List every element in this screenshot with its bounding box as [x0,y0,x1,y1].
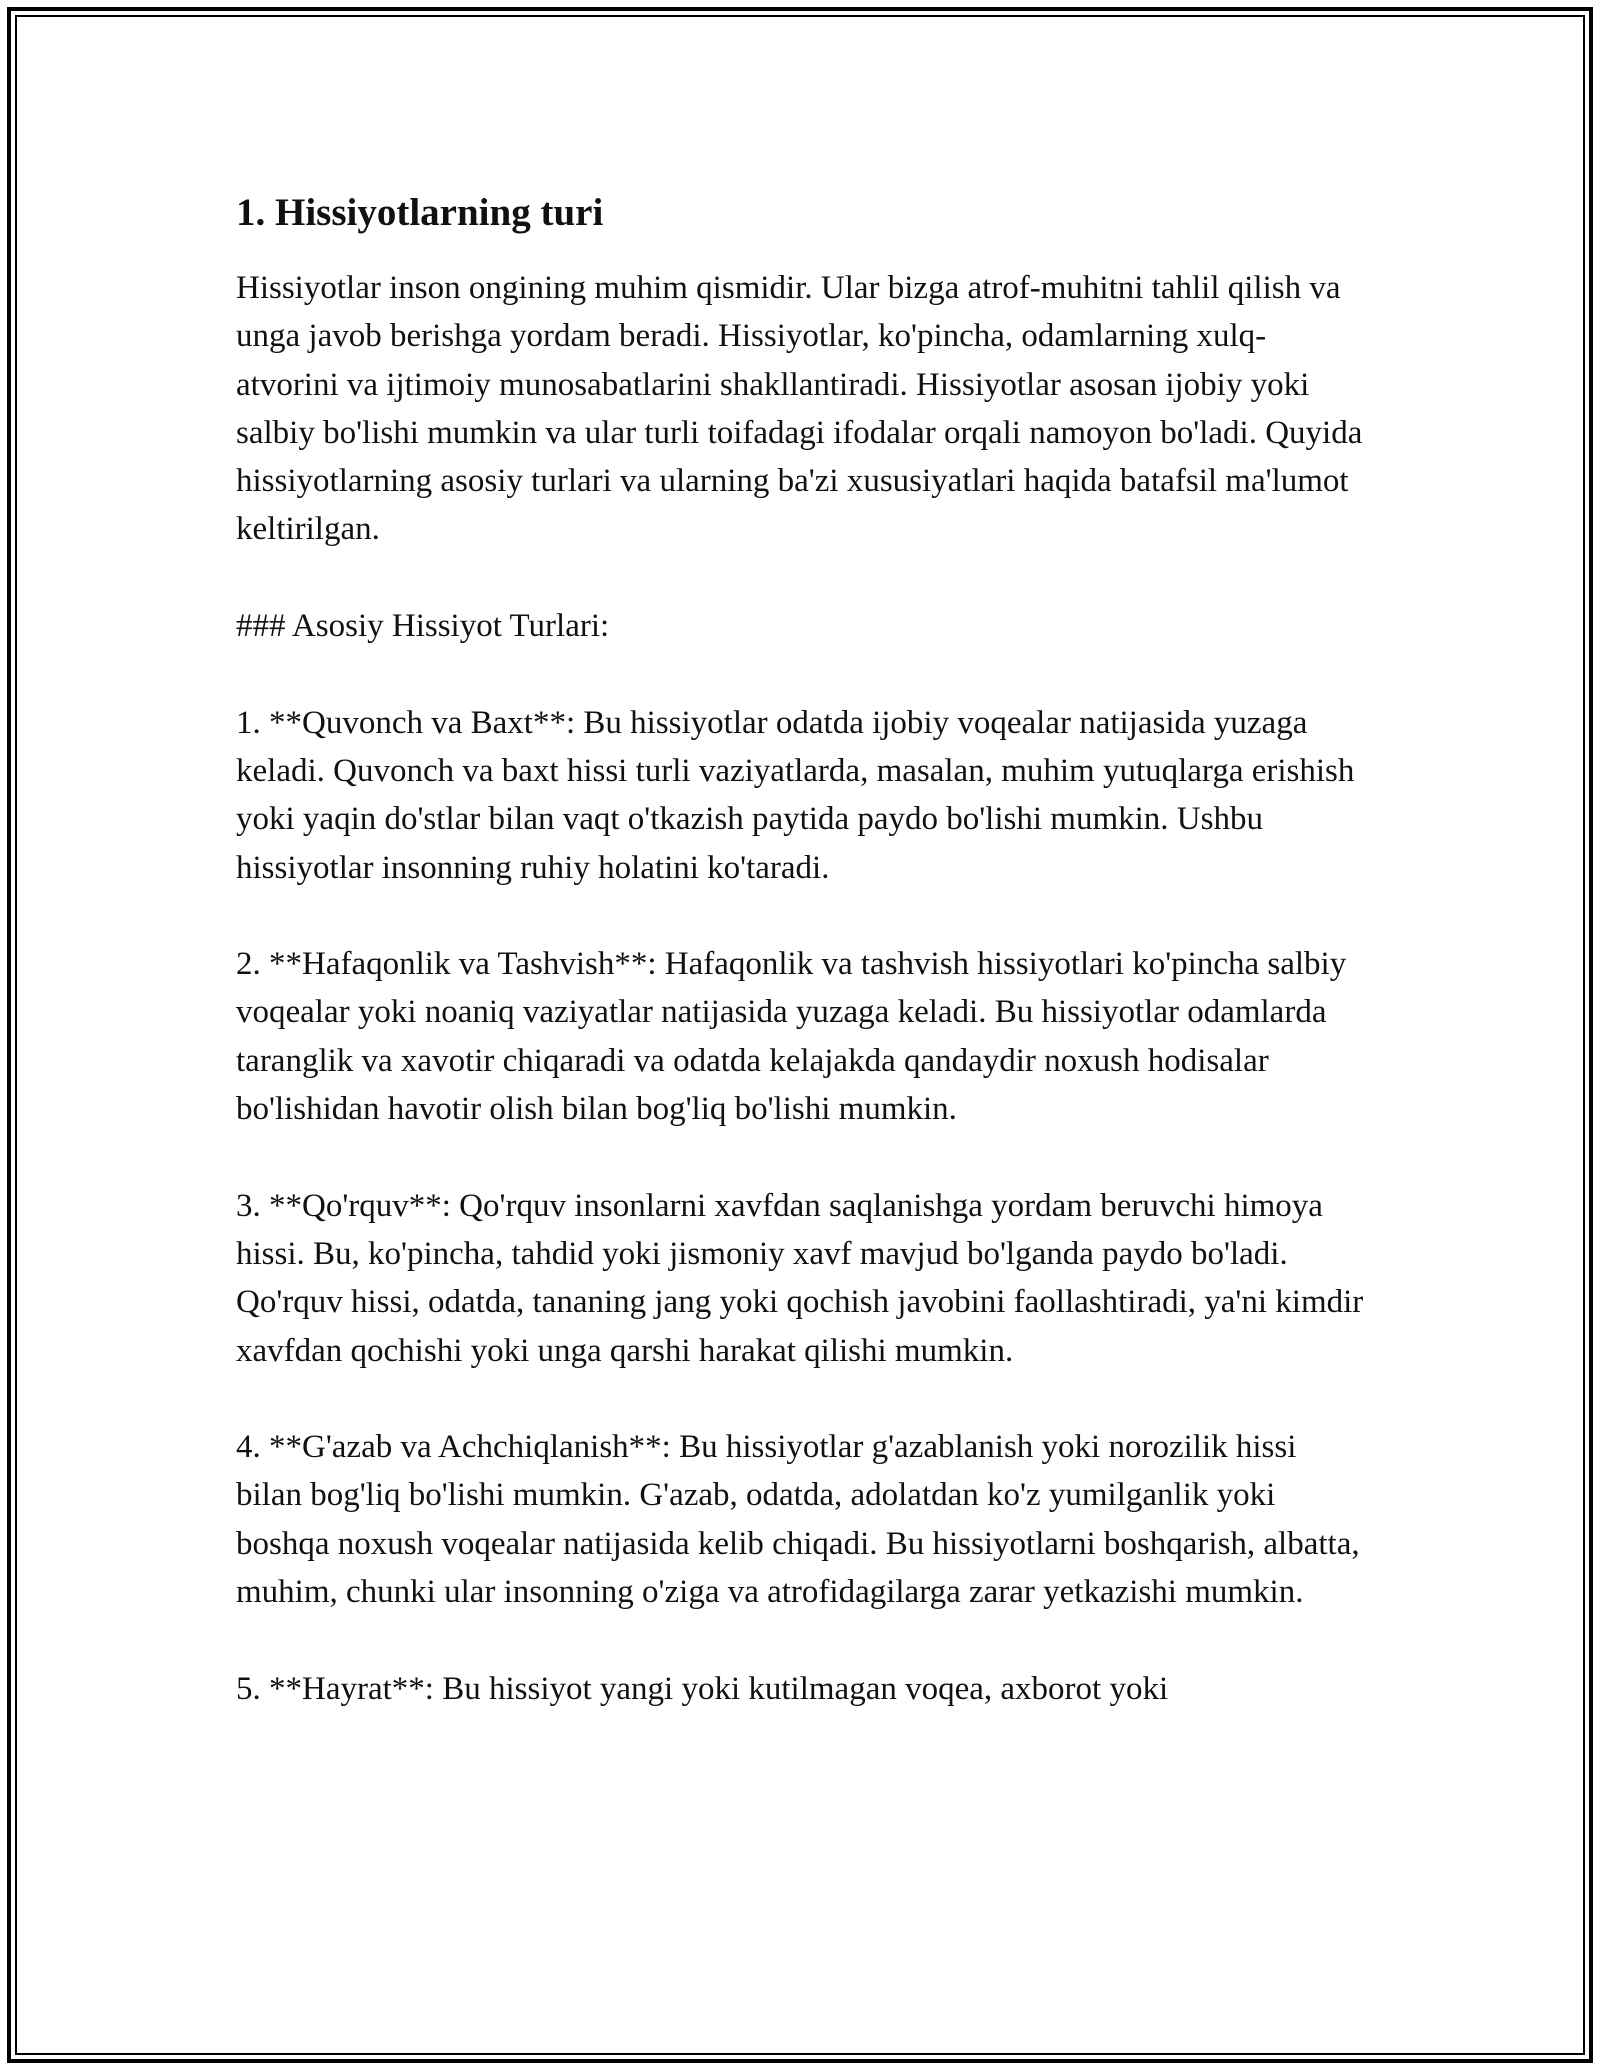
subheading: ### Asosiy Hissiyot Turlari: [236,608,610,645]
section-title: 1. Hissiyotlarning turi [236,191,604,234]
intro-paragraph: Hissiyotlar inson ongining muhim qismidir. Ular bizga atrof-muhitni tahlil qilish va unga javob berishga yordam beradi. Hissiyotlar, ko'pincha, odamlarning xulq-atvorini va ijtimoiy munosabatlarini shakllantiradi. Hissiyotlar asosan ijobiy yoki salbiy bo'lishi mumkin va ular turli toifadagi ifodalar orqali namoyon bo'ladi. Quyida hissiyotlarning asosiy turlari va ularning ba'zi xususiyatlari haqida batafsil ma'lumot keltirilgan. [236,270,1363,548]
document-body [236,188,1366,1713]
list-item-anxiety: 2. **Hafaqonlik va Tashvish**: Hafaqonlik va tashvish hissiyotlari ko'pincha salbiy voqealar yoki noaniq vaziyatlar natijasida yuzaga keladi. Bu hissiyotlar odamlarda taranglik va xavotir chiqaradi va odatda kelajakda qandaydir noxush hodisalar bo'lishidan havotir olish bilan bog'liq bo'lishi mumkin. [236,946,1347,1128]
list-item-joy: 1. **Quvonch va Baxt**: Bu hissiyotlar odatda ijobiy voqealar natijasida yuzaga keladi. Quvonch va baxt hissi turli vaziyatlarda, masalan, muhim yutuqlarga erishish yoki yaqin do'stlar bilan vaqt o'tkazish paytida paydo bo'lishi mumkin. Ushbu hissiyotlar insonning ruhiy holatini ko'taradi. [236,704,1355,886]
list-item-surprise: 5. **Hayrat**: Bu hissiyot yangi yoki kutilmagan voqea, axborot yoki [236,1670,1169,1707]
list-item-anger: 4. **G'azab va Achchiqlanish**: Bu hissiyotlar g'azablanish yoki norozilik hissi bilan bog'liq bo'lishi mumkin. G'azab, odatda, adolatdan ko'z yumilganlik yoki boshqa noxush voqealar natijasida kelib chiqadi. Bu hissiyotlarni boshqarish, albatta, muhim, chunki ular insonning o'ziga va atrofidagilarga zarar yetkazishi mumkin. [236,1429,1360,1611]
list-item-fear: 3. **Qo'rquv**: Qo'rquv insonlarni xavfdan saqlanishga yordam beruvchi himoya hissi. Bu, ko'pincha, tahdid yoki jismoniy xavf mavjud bo'lganda paydo bo'ladi. Qo'rquv hissi, odatda, tananing jang yoki qochish javobini faollashtiradi, ya'ni kimdir xavfdan qochishi yoki unga qarshi harakat qilishi mumkin. [236,1187,1364,1369]
